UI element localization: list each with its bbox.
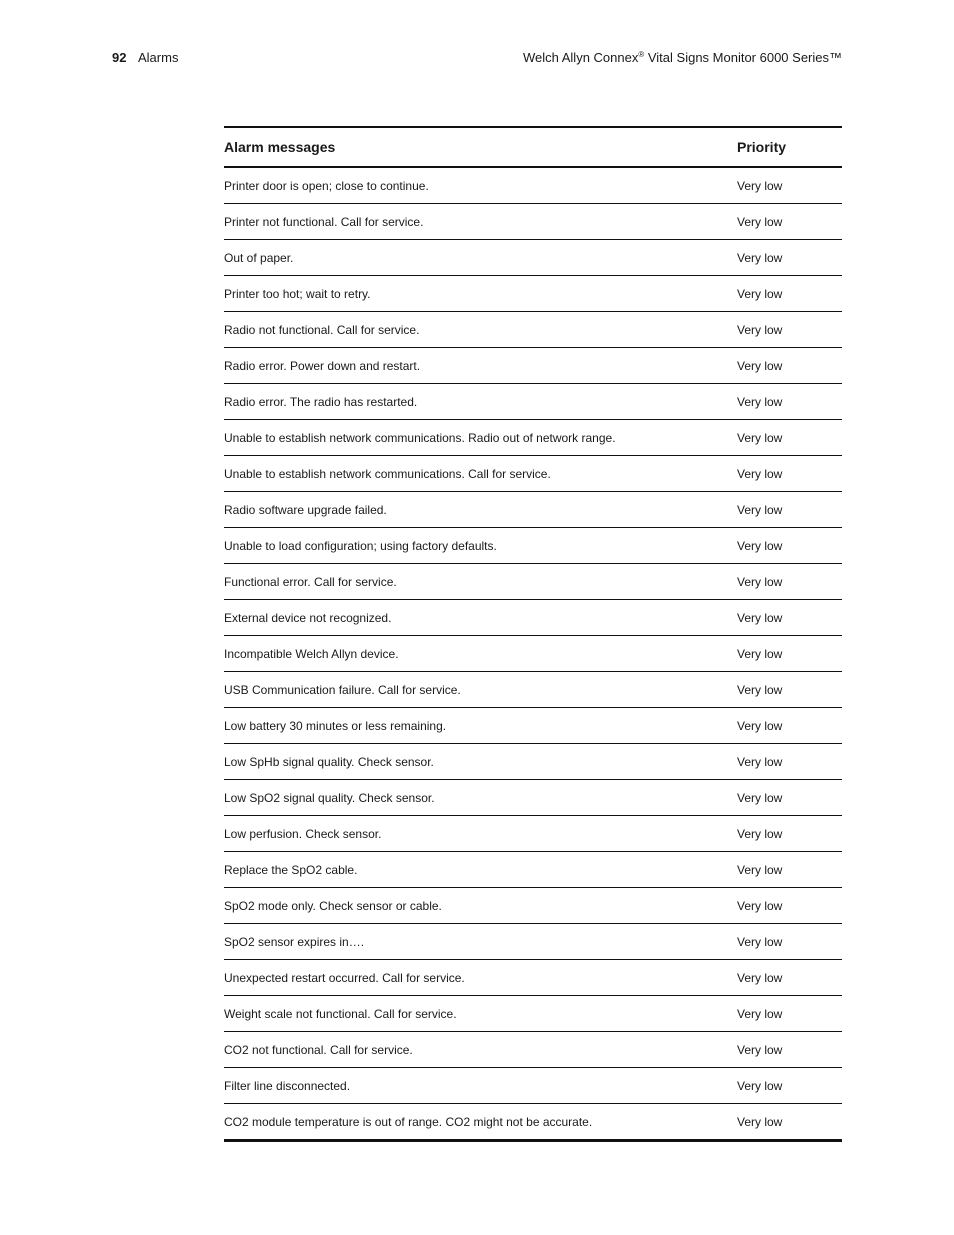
priority-cell: Very low xyxy=(737,538,783,553)
alarm-message-cell: SpO2 sensor expires in…. xyxy=(224,934,365,949)
alarm-message-cell: Low battery 30 minutes or less remaining. xyxy=(224,718,447,733)
priority-cell: Very low xyxy=(737,430,783,445)
page-header xyxy=(112,50,842,70)
alarm-message-cell: Filter line disconnected. xyxy=(224,1078,351,1093)
table-row xyxy=(224,996,842,1032)
table-row xyxy=(224,564,842,600)
alarm-message-cell: Out of paper. xyxy=(224,250,294,265)
alarm-message-cell: Low SpHb signal quality. Check sensor. xyxy=(224,754,434,769)
priority-cell: Very low xyxy=(737,178,783,193)
alarm-message-cell: Radio software upgrade failed. xyxy=(224,502,387,517)
table-row xyxy=(224,348,842,384)
table-row xyxy=(224,312,842,348)
priority-cell: Very low xyxy=(737,610,783,625)
table-row xyxy=(224,276,842,312)
alarm-message-cell: Unexpected restart occurred. Call for service. xyxy=(224,970,465,985)
alarm-message-cell: SpO2 mode only. Check sensor or cable. xyxy=(224,898,442,913)
table-row xyxy=(224,1068,842,1104)
table-row xyxy=(224,240,842,276)
table-row xyxy=(224,456,842,492)
alarm-message-cell: Weight scale not functional. Call for service. xyxy=(224,1006,457,1021)
alarm-message-cell: Unable to establish network communications. Call for service. xyxy=(224,466,551,481)
document-title xyxy=(523,50,842,65)
priority-cell: Very low xyxy=(737,1078,783,1093)
priority-cell: Very low xyxy=(737,898,783,913)
alarm-message-cell: Unable to load configuration; using factory defaults. xyxy=(224,538,497,553)
table-row xyxy=(224,528,842,564)
priority-cell: Very low xyxy=(737,466,783,481)
table-row xyxy=(224,1104,842,1142)
priority-cell: Very low xyxy=(737,826,783,841)
table-header-row xyxy=(224,128,842,168)
registered-mark: ® xyxy=(638,50,645,59)
table-row xyxy=(224,672,842,708)
alarm-message-cell: Low perfusion. Check sensor. xyxy=(224,826,382,841)
table-row xyxy=(224,888,842,924)
priority-cell: Very low xyxy=(737,646,783,661)
table-row xyxy=(224,924,842,960)
priority-cell: Very low xyxy=(737,790,783,805)
document-title-rest: Vital Signs Monitor 6000 Series™ xyxy=(644,50,842,65)
alarm-message-cell: Functional error. Call for service. xyxy=(224,574,397,589)
priority-cell: Very low xyxy=(737,358,783,373)
priority-cell: Very low xyxy=(737,574,783,589)
priority-cell: Very low xyxy=(737,286,783,301)
priority-cell: Very low xyxy=(737,1042,783,1057)
table-row xyxy=(224,168,842,204)
column-header-priority: Priority xyxy=(737,139,787,155)
table-row xyxy=(224,816,842,852)
priority-cell: Very low xyxy=(737,934,783,949)
alarm-message-cell: Radio not functional. Call for service. xyxy=(224,322,420,337)
alarm-message-cell: External device not recognized. xyxy=(224,610,392,625)
priority-cell: Very low xyxy=(737,250,783,265)
document-title-main: Welch Allyn Connex xyxy=(522,50,639,65)
priority-cell: Very low xyxy=(737,394,783,409)
priority-cell: Very low xyxy=(737,1006,783,1021)
alarm-message-cell: Low SpO2 signal quality. Check sensor. xyxy=(224,790,435,805)
table-row xyxy=(224,384,842,420)
table-row xyxy=(224,420,842,456)
alarm-message-cell: Radio error. The radio has restarted. xyxy=(224,394,418,409)
alarm-message-cell: CO2 not functional. Call for service. xyxy=(224,1042,413,1057)
table-row xyxy=(224,744,842,780)
priority-cell: Very low xyxy=(737,682,783,697)
priority-cell: Very low xyxy=(737,754,783,769)
table-row xyxy=(224,492,842,528)
alarm-message-cell: Radio error. Power down and restart. xyxy=(224,358,421,373)
table-body xyxy=(224,168,842,1142)
alarm-message-cell: Unable to establish network communications. Radio out of network range. xyxy=(224,430,616,445)
alarm-message-cell: CO2 module temperature is out of range. CO2 might not be accurate. xyxy=(224,1114,593,1129)
table-row xyxy=(224,204,842,240)
priority-cell: Very low xyxy=(737,322,783,337)
table-row xyxy=(224,1032,842,1068)
alarm-message-cell: Incompatible Welch Allyn device. xyxy=(224,646,399,661)
alarm-message-cell: Printer not functional. Call for service. xyxy=(224,214,424,229)
table-row xyxy=(224,960,842,996)
priority-cell: Very low xyxy=(737,214,783,229)
alarm-message-cell: Printer too hot; wait to retry. xyxy=(224,286,371,301)
alarm-message-cell: USB Communication failure. Call for service. xyxy=(224,682,461,697)
priority-cell: Very low xyxy=(737,970,783,985)
table-row xyxy=(224,636,842,672)
section-name: Alarms xyxy=(138,50,179,65)
alarm-message-cell: Replace the SpO2 cable. xyxy=(224,862,358,877)
table-row xyxy=(224,780,842,816)
priority-cell: Very low xyxy=(737,502,783,517)
table-row xyxy=(224,600,842,636)
priority-cell: Very low xyxy=(737,862,783,877)
table-row xyxy=(224,852,842,888)
priority-cell: Very low xyxy=(737,1114,783,1129)
page-number: 92 xyxy=(112,50,127,65)
column-header-alarm-messages: Alarm messages xyxy=(224,139,336,155)
alarm-messages-table xyxy=(224,126,842,1142)
table-row xyxy=(224,708,842,744)
priority-cell: Very low xyxy=(737,718,783,733)
alarm-message-cell: Printer door is open; close to continue. xyxy=(224,178,429,193)
